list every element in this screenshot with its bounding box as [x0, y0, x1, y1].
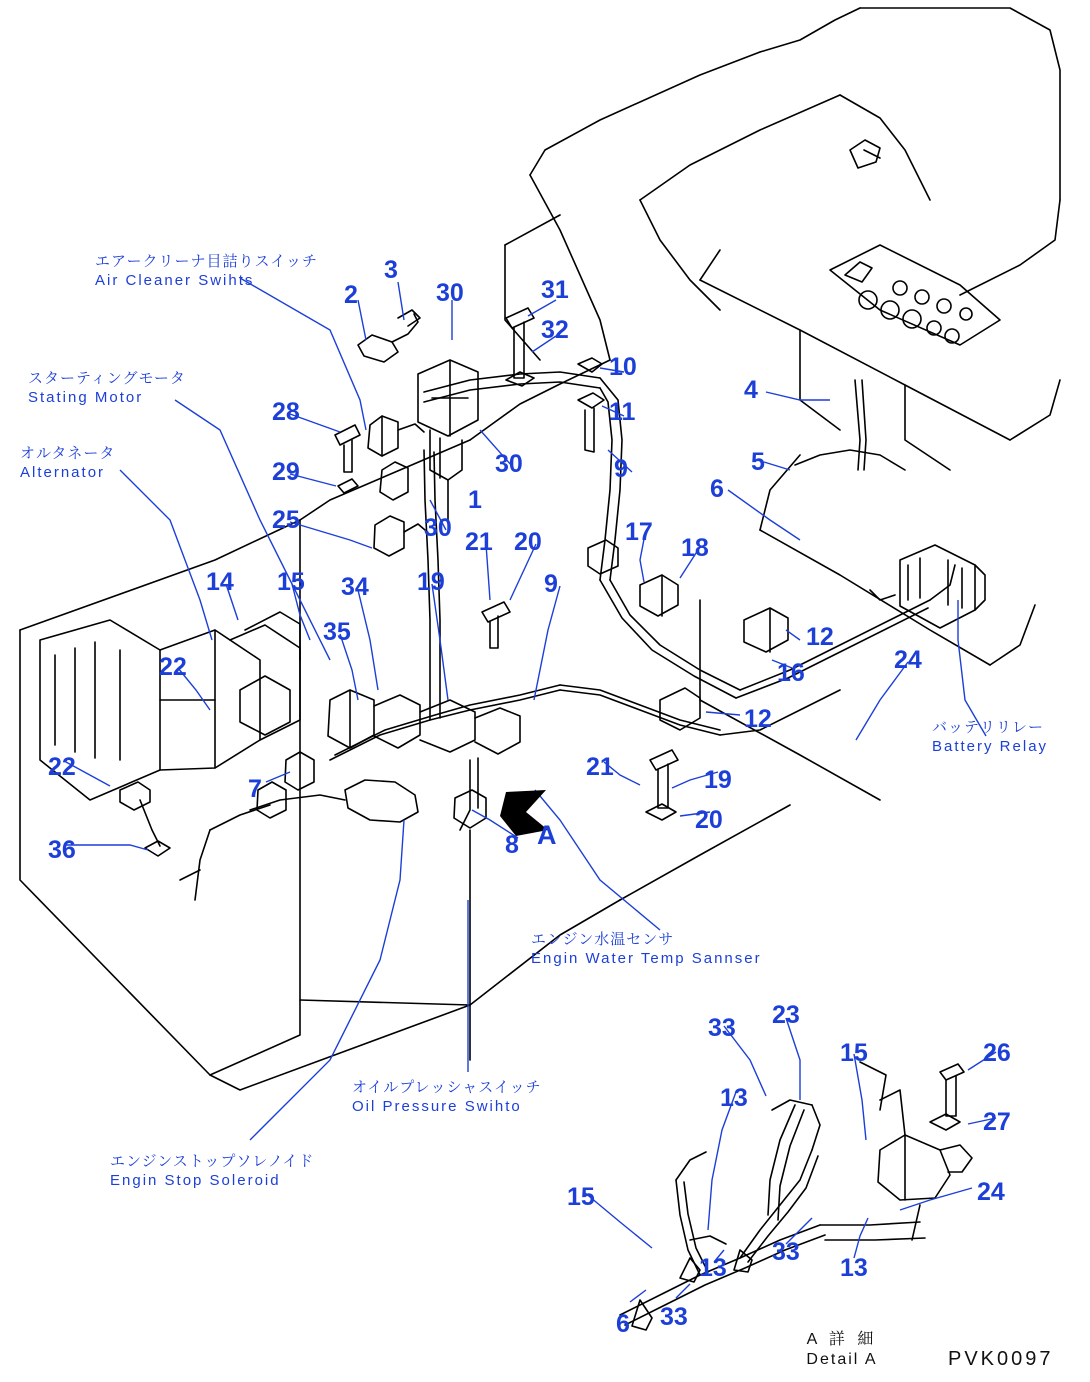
callout-6-b: 6 — [616, 1310, 630, 1338]
callout-1: 1 — [468, 486, 482, 514]
detail-caption-en: Detail A — [806, 1351, 878, 1368]
callout-5: 5 — [751, 448, 765, 476]
callout-16: 16 — [777, 659, 805, 687]
label-jp: エアークリーナ目詰りスイッチ — [95, 253, 318, 270]
callout-12-a: 12 — [806, 623, 834, 651]
label-jp: エンジンストップソレノイド — [110, 1153, 315, 1170]
callout-27: 27 — [983, 1108, 1011, 1136]
callout-14: 14 — [206, 568, 234, 596]
callout-2: 2 — [344, 281, 358, 309]
label-oil-pressure-switch — [352, 1078, 542, 1116]
callout-13-c: 13 — [840, 1254, 868, 1282]
label-jp: オルタネータ — [20, 445, 116, 462]
callout-20-b: 20 — [695, 806, 723, 834]
callout-21-a: 21 — [465, 528, 493, 556]
callout-25: 25 — [272, 506, 300, 534]
callout-8: 8 — [505, 831, 519, 859]
label-air-cleaner-switch — [95, 252, 318, 290]
label-alternator — [20, 444, 115, 482]
callout-33-c: 33 — [660, 1303, 688, 1331]
drawing-number: PVK0097 — [948, 1348, 1054, 1370]
callout-22-b: 22 — [48, 753, 76, 781]
label-engine-water-temp-sensor — [531, 930, 762, 968]
callout-34: 34 — [341, 573, 369, 601]
callout-36: 36 — [48, 836, 76, 864]
label-engine-stop-solenoid — [110, 1152, 314, 1190]
label-en: Alternator — [20, 464, 106, 481]
callout-30-a: 30 — [436, 279, 464, 307]
callout-31: 31 — [541, 276, 569, 304]
detail-caption — [752, 1330, 932, 1370]
callout-7: 7 — [248, 775, 262, 803]
label-battery-relay — [932, 718, 1048, 756]
callout-21-b: 21 — [586, 753, 614, 781]
label-jp: エンジン水温センサ — [531, 931, 675, 948]
callout-29: 29 — [272, 458, 300, 486]
callout-12-b: 12 — [744, 705, 772, 733]
label-en: Engin Stop Soleroid — [110, 1172, 281, 1189]
callout-13-b: 13 — [699, 1254, 727, 1282]
callout-19-a: 19 — [417, 568, 445, 596]
label-jp: オイルプレッシャスイッチ — [352, 1079, 542, 1096]
detail-caption-jp: A 詳 細 — [806, 1331, 878, 1348]
callout-30-b: 30 — [495, 450, 523, 478]
callout-15-c: 15 — [567, 1183, 595, 1211]
callout-9-a: 9 — [614, 455, 628, 483]
callout-33-b: 33 — [772, 1238, 800, 1266]
callout-3: 3 — [384, 256, 398, 284]
callout-11: 11 — [609, 398, 636, 426]
callout-15-b: 15 — [840, 1039, 868, 1067]
callout-32: 32 — [541, 316, 569, 344]
label-en: Oil Pressure Swihto — [352, 1098, 522, 1115]
callout-9-b: 9 — [544, 570, 558, 598]
label-en: Engin Water Temp Sannser — [531, 950, 762, 967]
callout-26: 26 — [983, 1039, 1011, 1067]
callout-28: 28 — [272, 398, 300, 426]
label-en: Stating Motor — [28, 389, 144, 406]
callout-20-a: 20 — [514, 528, 542, 556]
label-jp: バッテリリレー — [932, 719, 1045, 736]
callout-18: 18 — [681, 534, 709, 562]
callout-30-c: 30 — [424, 514, 452, 542]
callout-6-a: 6 — [710, 475, 724, 503]
callout-33-a: 33 — [708, 1014, 736, 1042]
callout-19-b: 19 — [704, 766, 732, 794]
callout-15-a: 15 — [277, 568, 305, 596]
callout-24-a: 24 — [894, 646, 922, 674]
callout-17: 17 — [625, 518, 653, 546]
callout-35: 35 — [323, 618, 351, 646]
label-en: Air Cleaner Swihts — [95, 272, 255, 289]
callout-23: 23 — [772, 1001, 800, 1029]
section-letter-a: A — [537, 820, 557, 850]
callout-22-a: 22 — [159, 653, 187, 681]
callout-13-a: 13 — [720, 1084, 748, 1112]
label-en: Battery Relay — [932, 738, 1049, 755]
callout-24-b: 24 — [977, 1178, 1005, 1206]
callout-10: 10 — [609, 353, 637, 381]
callout-4: 4 — [744, 376, 758, 404]
label-starting-motor — [28, 369, 186, 407]
label-jp: スターティングモータ — [28, 370, 186, 387]
